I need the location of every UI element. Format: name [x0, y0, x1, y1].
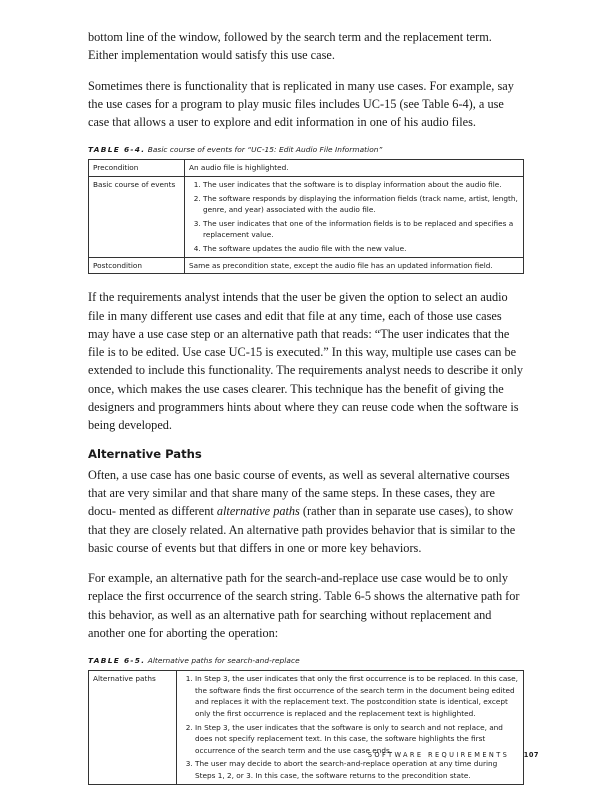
table-6-5-caption — [88, 656, 524, 665]
table-6-5 — [88, 670, 524, 784]
paragraph-4 — [88, 466, 524, 557]
basic-course-steps — [185, 177, 524, 258]
step-item: 2. In Step 3, the user indicates that the software is only to search and not replace, and does not specify replacement text. In this case, the software highlights the first occurrence of the search term and the use case ends. — [195, 722, 519, 757]
step-item: 4. The software updates the audio file with the new value. — [203, 243, 519, 255]
step-item: 3. The user may decide to abort the search-and-replace operation at any time during Steps 1, 2, or 3. In this case, the software returns to the precondition state. — [195, 758, 519, 781]
steps-list — [181, 673, 519, 781]
section-heading: Alternative Paths — [88, 446, 202, 461]
page-number: 107 — [523, 751, 539, 759]
alternative-paths-label: Alternative paths — [89, 671, 177, 784]
postcondition-value: Same as precondition state, except the audio file has an updated information field. — [185, 257, 524, 274]
precondition-label: Precondition — [89, 160, 185, 177]
paragraph-4-emphasis: alternative paths — [216, 504, 300, 519]
step-item: 3. The user indicates that one of the information fields is to be replaced and specifies a replacement value. — [203, 218, 519, 241]
paragraph-4-end: (rather than in separate use cases), to show that they are closely related. An alternative path provides behavior that is similar to the basic course of events but that differs in one or more key behaviors. — [88, 504, 516, 555]
table-row — [89, 160, 524, 177]
paragraph-5: For example, an alternative path for the search-and-replace use case would be to only replace the first occurrence of the search string. Table 6-5 shows the alternative path for this behavior, as well as an alternative path for searching without replacement and another one for aborting the operation: — [88, 571, 520, 640]
paragraph-4-start: Often, a use case has one basic course of events, as well as several alternative courses that are very similar and that share many of the same steps. In these cases, they are docu- mented as different — [88, 467, 510, 519]
table-row — [89, 177, 524, 258]
paragraph-2: Sometimes there is functionality that is replicated in many use cases. For example, say the use cases for a program to play music files includes UC-15 (see Table 6-4), a use case that allows a user to explore and edit information in one of his audio files. — [88, 78, 514, 130]
step-item: 2. The software responds by displaying the information fields (track name, artist, length, genre, and year) associated with the audio file. — [203, 193, 519, 216]
paragraph-3: If the requirements analyst intends that the user be given the option to select an audio file in many different use cases and edit that file at any time, each of those use cases may have a use case step or an alternative path that reads: “The user indicates that the file is to be edited. Use case UC-15 is executed.” In this way, multiple use cases can be extended to include this functionality. The requirements analyst needs to describe it only once, which makes the use cases clearer. This technique has the benefit of giving the designers and programmers hints about where they can reuse code when the software is being developed. — [88, 290, 524, 433]
paragraph-1: bottom line of the window, followed by the search term and the replacement term. Either implementation would satisfy this use case. — [88, 30, 492, 63]
table-6-4-label: TABLE 6-4. — [88, 145, 146, 155]
table-6-5-caption-text: Alternative paths for search-and-replace — [147, 656, 300, 666]
alternative-paths-steps — [177, 671, 524, 784]
table-6-5-label: TABLE 6-5. — [88, 656, 146, 666]
table-row — [89, 257, 524, 274]
step-item: 1. The user indicates that the software is to display information about the audio file. — [203, 179, 519, 191]
page-footer — [368, 751, 539, 759]
basic-course-label: Basic course of events — [89, 177, 185, 258]
running-title: SOFTWARE REQUIREMENTS — [367, 751, 510, 759]
postcondition-label: Postcondition — [89, 257, 185, 274]
table-6-4-caption-text: Basic course of events for “UC-15: Edit Audio File Information” — [147, 145, 383, 155]
steps-list — [189, 179, 519, 255]
precondition-value: An audio file is highlighted. — [185, 160, 524, 177]
table-row — [89, 671, 524, 784]
table-6-4 — [88, 159, 524, 274]
page-body — [88, 28, 524, 799]
step-item: 1. In Step 3, the user indicates that only the first occurrence is to be replaced. In this case, the software finds the first occurrence of the search term in the document being edited and replaces it with the replacement text. The postcondition state is identical, except only the first occurrence is replaced and the replacement text is highlighted. — [195, 673, 519, 719]
table-6-4-caption — [88, 145, 524, 154]
